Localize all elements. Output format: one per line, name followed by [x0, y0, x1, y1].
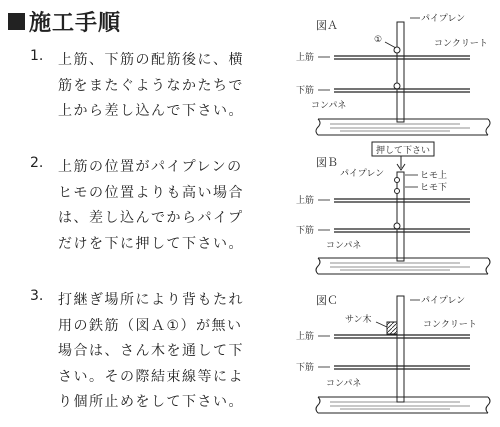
figure-c-lower-label: 下筋: [296, 363, 315, 373]
figure-a-pipe: [397, 22, 404, 122]
figure-a-concrete-label: コンクリート: [434, 39, 488, 49]
figure-a-panel-label: コンパネ: [311, 101, 347, 111]
step-number: 2.: [30, 155, 44, 171]
figure-c-concrete-label: コンクリート: [423, 320, 477, 330]
figure-b-label: 図Ｂ: [316, 156, 338, 169]
figure-c-pipe: [397, 296, 404, 402]
step-text-line: ヒモの位置よりも高い場合: [58, 184, 244, 201]
figure-c-sanboku: [387, 322, 397, 334]
figure-c-label: 図Ｃ: [316, 294, 338, 307]
figure-b-himo-bottom-label: ヒモ下: [420, 183, 448, 193]
step-text-line: 筋をまたぐようなかたちで: [58, 77, 244, 94]
figure-b-ring: [394, 223, 400, 229]
step-text-line: 上筋の位置がパイプレンの: [58, 159, 243, 175]
step-text-line: り個所止めをして下さい。: [58, 394, 244, 410]
figure-b-upper-label: 上筋: [296, 196, 315, 206]
step-number: 3.: [30, 288, 44, 304]
step-text-line: 打継ぎ場所により背もたれ: [58, 292, 244, 308]
figure-a-support-bar: [394, 47, 400, 53]
figure-a-label: 図Ａ: [316, 19, 338, 32]
step-text-line: 用の鉄筋（図Ａ①）が無い: [58, 317, 243, 334]
figure-b-himo-top: [395, 178, 400, 183]
figure-b-pipe-label: パイプレン: [340, 169, 385, 179]
step-text-line: だけを下に押して下さい。: [58, 235, 244, 252]
figure-c-upper-label: 上筋: [296, 332, 315, 342]
step-number: 1.: [30, 48, 44, 64]
figure-a-pipe-label: パイプレン: [421, 14, 466, 24]
figure-c-pipe-label: パイプレン: [421, 296, 466, 306]
figure-b-push-label: 押して下さい: [376, 146, 431, 156]
figure-a-upper-label: 上筋: [296, 53, 315, 63]
figure-b-pipe: [397, 172, 404, 261]
figure-b-himo-top-label: ヒモ上: [420, 171, 448, 181]
step-text-line: 上筋、下筋の配筋後に、横: [58, 52, 244, 68]
title-text: 施工手順: [29, 11, 122, 36]
figure-a-ring: [394, 83, 400, 89]
step-text-line: さい。その際結束線等によ: [58, 368, 244, 385]
figure-b-himo-bottom: [395, 189, 400, 194]
figure-b-panel-label: コンパネ: [326, 241, 362, 251]
step-text-line: は、差し込んでからパイプ: [58, 210, 244, 226]
figure-c-panel-label: コンパネ: [326, 379, 362, 389]
figure-a-marker-leader: [385, 42, 396, 48]
figure-a: [296, 13, 490, 135]
figure-a-marker: ①: [374, 35, 383, 45]
step-text-line: 上から差し込んで下さい。: [58, 103, 244, 119]
figure-c: [296, 294, 490, 413]
step-text-line: 場合は、さん木を通して下: [58, 343, 244, 359]
figure-b-lower-label: 下筋: [296, 226, 315, 236]
figure-a-lower-label: 下筋: [296, 86, 315, 96]
figure-c-sanboku-label: サン木: [345, 315, 372, 325]
figure-b: [296, 142, 490, 274]
